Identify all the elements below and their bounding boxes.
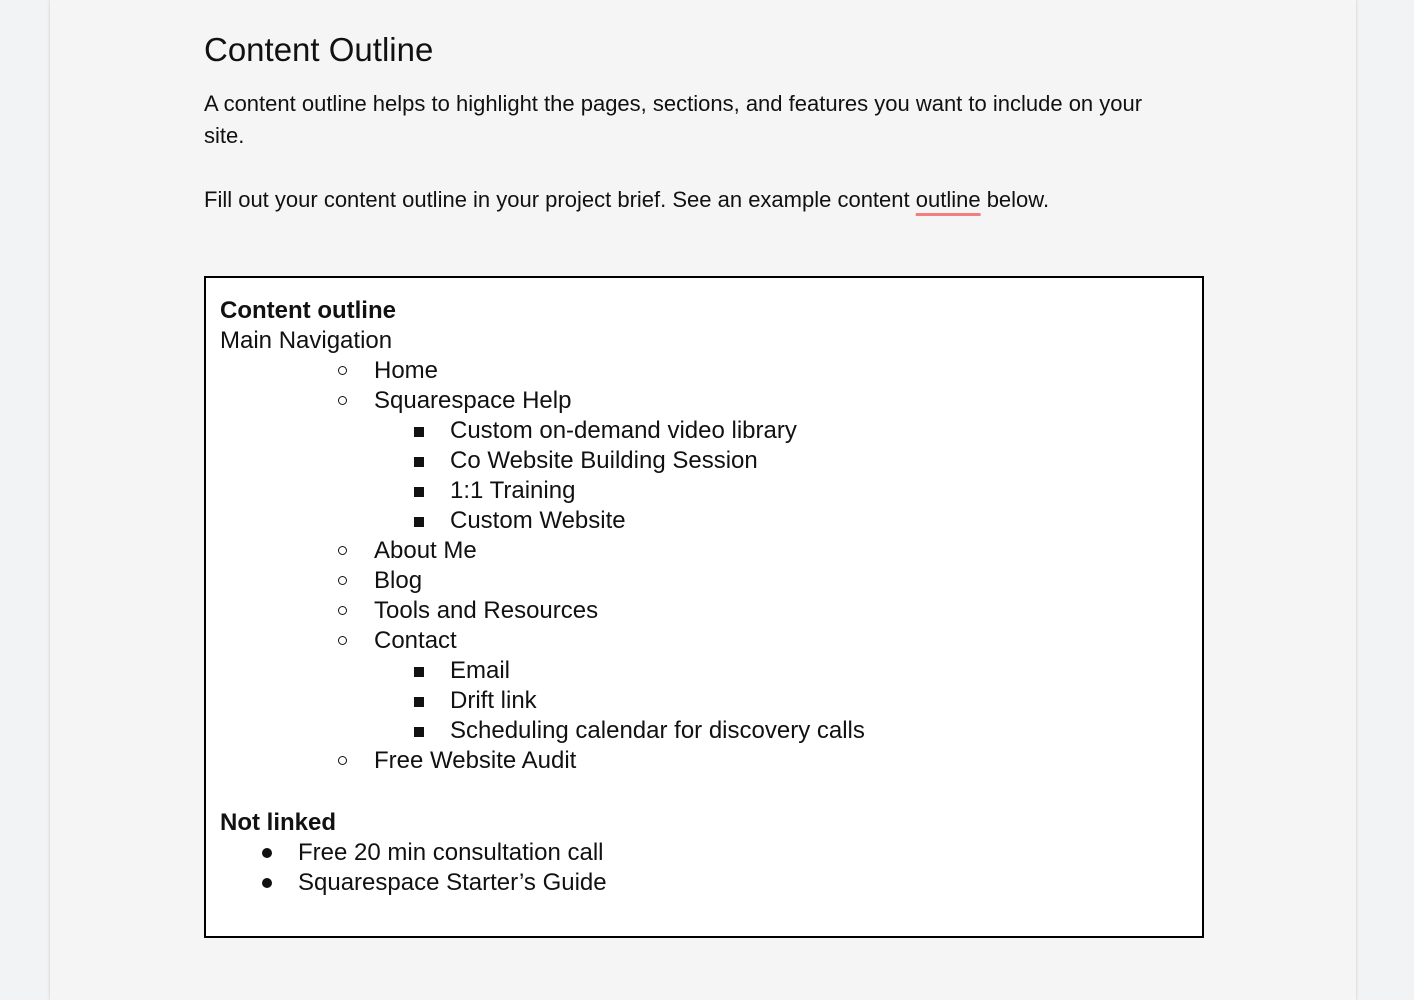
hollow-circle-bullet-icon xyxy=(336,746,374,776)
list-item xyxy=(220,746,1192,776)
hollow-circle-bullet-icon xyxy=(336,386,374,416)
blank-line xyxy=(220,776,1192,808)
list-item-text: Custom on-demand video library xyxy=(450,417,797,444)
square-bullet-icon xyxy=(412,506,450,536)
content-outline-table xyxy=(204,276,1204,938)
list-item xyxy=(220,566,1192,596)
hollow-circle-bullet-icon xyxy=(336,566,374,596)
square-bullet-icon xyxy=(412,476,450,506)
instruction-text-end: below. xyxy=(980,187,1050,212)
list-item-text: Scheduling calendar for discovery calls xyxy=(450,717,865,744)
list-item xyxy=(220,838,1192,868)
square-bullet-icon xyxy=(412,416,450,446)
list-item-text: Blog xyxy=(374,567,423,594)
list-item xyxy=(220,656,1192,686)
list-item xyxy=(220,596,1192,626)
hollow-circle-bullet-icon xyxy=(336,596,374,626)
filled-dot-bullet-icon xyxy=(260,868,298,898)
instruction-paragraph xyxy=(204,184,1184,216)
list-item-text: Co Website Building Session xyxy=(450,447,758,474)
list-item-text: Squarespace Help xyxy=(374,387,572,414)
list-item-text: Free 20 min consultation call xyxy=(298,839,604,866)
not-linked-heading: Not linked xyxy=(220,809,337,836)
list-item xyxy=(220,356,1192,386)
list-item xyxy=(220,476,1192,506)
list-item xyxy=(220,716,1192,746)
hollow-circle-bullet-icon xyxy=(336,536,374,566)
square-bullet-icon xyxy=(412,446,450,476)
square-bullet-icon xyxy=(412,716,450,746)
instruction-text-start: Fill out your content outline in your project brief. See an example content xyxy=(204,187,916,212)
square-bullet-icon xyxy=(412,686,450,716)
list-item xyxy=(220,626,1192,656)
list-item-text: Contact xyxy=(374,627,457,654)
list-item-text: Squarespace Starter’s Guide xyxy=(298,869,607,896)
content-outline-cell[interactable] xyxy=(220,296,1192,898)
document-page xyxy=(50,0,1356,1000)
page-title: Content Outline xyxy=(204,31,434,68)
list-item-text: 1:1 Training xyxy=(450,477,576,504)
list-item xyxy=(220,416,1192,446)
list-item xyxy=(220,536,1192,566)
outline-heading: Content outline xyxy=(220,297,396,324)
list-item-text: Drift link xyxy=(450,687,537,714)
filled-dot-bullet-icon xyxy=(260,838,298,868)
square-bullet-icon xyxy=(412,656,450,686)
list-item-text: Free Website Audit xyxy=(374,747,577,774)
list-item-text: Email xyxy=(450,657,511,684)
list-item-text: Custom Website xyxy=(450,507,626,534)
intro-paragraph: A content outline helps to highlight the pages, sections, and features you want to include on your site. xyxy=(204,91,1143,148)
hollow-circle-bullet-icon xyxy=(336,626,374,656)
list-item-text: Tools and Resources xyxy=(374,597,599,624)
list-item xyxy=(220,686,1192,716)
list-item xyxy=(220,868,1192,898)
spellcheck-flagged-word[interactable]: outline xyxy=(915,187,981,212)
list-item xyxy=(220,506,1192,536)
main-navigation-label: Main Navigation xyxy=(220,327,393,354)
list-item xyxy=(220,386,1192,416)
list-item-text: About Me xyxy=(374,537,477,564)
hollow-circle-bullet-icon xyxy=(336,356,374,386)
list-item-text: Home xyxy=(374,357,439,384)
list-item xyxy=(220,446,1192,476)
